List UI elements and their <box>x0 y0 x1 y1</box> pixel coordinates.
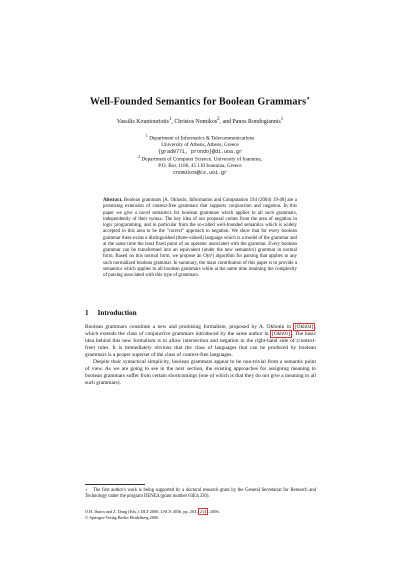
section-number: 1 <box>85 309 89 317</box>
author-1: Vassilis Kountouriotis <box>116 118 169 125</box>
author-1-affil: 1 <box>168 117 172 122</box>
publication-text: O.H. Ibarra and Z. Dang (Eds.): DLT 2006, LNCS 4036, pp. 203– <box>85 509 199 514</box>
intro-text: , which extends the class of conjunctive grammars introduced by the same author in <box>85 324 316 338</box>
footnote <box>85 488 316 500</box>
author-list <box>0 117 400 125</box>
publication-line-1 <box>85 509 220 515</box>
affiliation-2-dept: Department of Computer Science, University of Ioannina, <box>141 156 262 163</box>
affiliation-1-university: University of Athens, Athens, Greece <box>161 142 239 149</box>
author-separator: , and <box>219 118 233 125</box>
affiliation-2-email: cnomikos@cs.uoi.gr <box>172 169 227 176</box>
affiliation-1-email: {grad0771, prondo}@di.uoa.gr <box>157 148 242 155</box>
footnote-marker: ⋆ <box>85 488 88 493</box>
copyright-line: © Springer-Verlag Berlin Heidelberg 2006 <box>85 514 159 520</box>
abstract-label: Abstract. <box>103 198 123 203</box>
section-title: Introduction <box>97 309 137 317</box>
author-2: Christos Nomikos <box>174 118 218 125</box>
affiliation-2-address: P.O. Box 1186, 45 110 Ioannina, Greece <box>158 163 242 170</box>
publication-text: , 2006. <box>207 509 220 514</box>
intro-paragraph-1 <box>85 324 316 359</box>
section-heading <box>85 309 137 317</box>
citation-link[interactable]: [Okh04] <box>294 324 314 330</box>
publication-info <box>85 509 220 521</box>
author-3: Panos Rondogiannis <box>232 118 281 125</box>
paper-title <box>0 95 400 107</box>
affiliation-2 <box>0 154 400 176</box>
footnote-divider <box>85 484 145 485</box>
affiliation-2-number: 2 <box>138 154 141 159</box>
intro-text: Boolean grammars constitute a new and promising formalism, proposed by A. Okhotin in <box>85 324 294 330</box>
introduction-body <box>85 324 316 387</box>
intro-text: . The basic idea behind this new formalism is to allow intersection and negation in the right-hand side of (context-free) rules. It is immediately obvious that the class of languages that can be produced by boolean grammars is a proper superset of the class of context-free languages. <box>85 331 316 359</box>
author-3-affil: 1 <box>280 117 284 122</box>
author-separator: , <box>171 118 175 125</box>
abstract-text: Boolean grammars [A. Okhotin, Information and Computation 194 (2004) 19-48] are a promising extension of context-free grammars that supports conjunction and negation. In this paper we give a novel semantics for boolean grammars which applies to all such grammars, independently of their syntax. The key idea of our proposal comes from the area of negation in logic programming, and in particular from the so-called well-founded semantics which is widely accepted in this area to be the "correct" approach to negation. We show that for every boolean grammar there exists a distinguished (three-valued) language which is a model of the grammar and at the same time the least fixed point of an operator associated with the grammar. Every boolean grammar can be transformed into an equivalent (under the new semantics) grammar in normal form. Based on this normal form, we propose an O(n³) algorithm for parsing that applies to any such normalized boolean grammar. In summary, the main contribution of this paper is to provide a semantics which applies to all boolean grammars while at the same time retaining the complexity of parsing associated with this type of grammars. <box>103 198 297 278</box>
affiliation-1-dept: Department of Informatics & Telecommunications <box>149 135 255 142</box>
author-2-affil: 2 <box>217 117 220 122</box>
affiliation-1 <box>0 133 400 155</box>
footnote-text: The first author's work is being supported by a doctoral research grant by the General Secretariat for Research and Technology under the program ΠENEΔ (grant number 03EΔ 330). <box>85 488 316 499</box>
citation-link[interactable]: [Okh01] <box>271 331 291 338</box>
affiliation-1-number: 1 <box>145 133 148 138</box>
intro-paragraph-2: Despite their syntactical simplicity, boolean grammars appear to be non-trivial from a semantic point of view. As we are going to see in the next section, the existing approaches for assigning meaning to boolean grammars suffer from certain shortcomings (one of which is that they do not give a meaning to all such grammars). <box>85 359 316 387</box>
abstract <box>103 198 297 279</box>
title-text: Well-Founded Semantics for Boolean Grammars <box>89 96 307 108</box>
page-range-link[interactable]: 214 <box>199 509 207 514</box>
title-footnote-marker: ⋆ <box>306 96 311 102</box>
